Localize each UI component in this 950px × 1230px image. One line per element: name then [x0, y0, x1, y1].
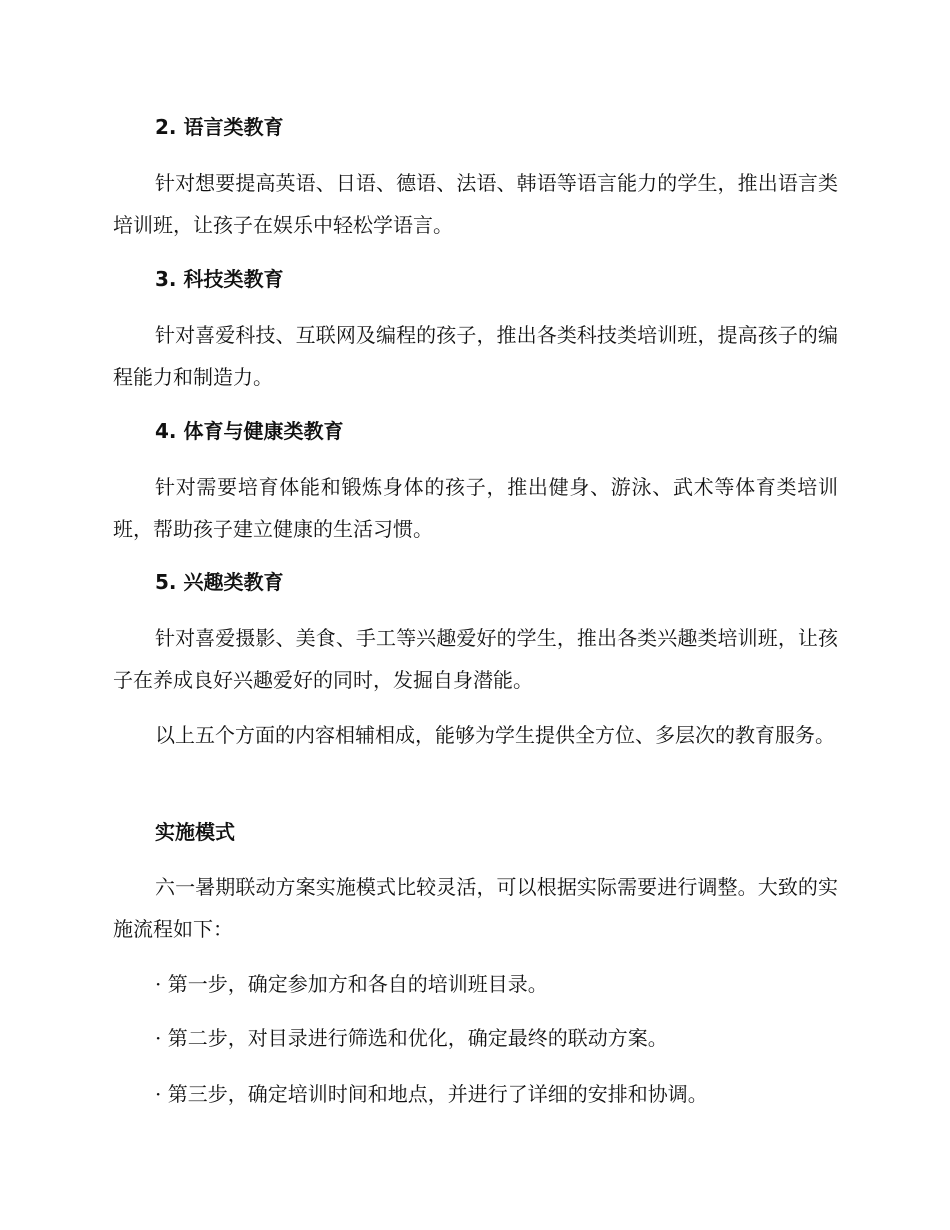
section-body-sports-health: 针对需要培育体能和锻炼身体的孩子，推出健身、游泳、武术等体育类培训班，帮助孩子建立健康的生活习惯。 — [113, 475, 838, 541]
section-body-interest: 针对喜爱摄影、美食、手工等兴趣爱好的学生，推出各类兴趣类培训班，让孩子在养成良好兴趣爱好的同时，发掘自身潜能。 — [113, 626, 838, 692]
summary-paragraph: 以上五个方面的内容相辅相成，能够为学生提供全方位、多层次的教育服务。 — [155, 723, 835, 747]
implementation-intro: 六一暑期联动方案实施模式比较灵活，可以根据实际需要进行调整。大致的实施流程如下： — [113, 875, 838, 941]
implementation-heading: 实施模式 — [155, 820, 235, 844]
section-body-language: 针对想要提高英语、日语、德语、法语、韩语等语言能力的学生，推出语言类培训班，让孩子在娱乐中轻松学语言。 — [113, 171, 838, 237]
section-heading-technology: 3. 科技类教育 — [155, 267, 284, 291]
step-item-1: · 第一步，确定参加方和各自的培训班目录。 — [155, 972, 548, 996]
section-heading-interest: 5. 兴趣类教育 — [155, 570, 284, 594]
step-item-2: · 第二步，对目录进行筛选和优化，确定最终的联动方案。 — [155, 1026, 668, 1050]
step-item-3: · 第三步，确定培训时间和地点，并进行了详细的安排和协调。 — [155, 1082, 708, 1106]
section-heading-sports-health: 4. 体育与健康类教育 — [155, 419, 344, 443]
section-body-technology: 针对喜爱科技、互联网及编程的孩子，推出各类科技类培训班，提高孩子的编程能力和制造力。 — [113, 323, 838, 389]
section-heading-language: 2. 语言类教育 — [155, 115, 284, 139]
